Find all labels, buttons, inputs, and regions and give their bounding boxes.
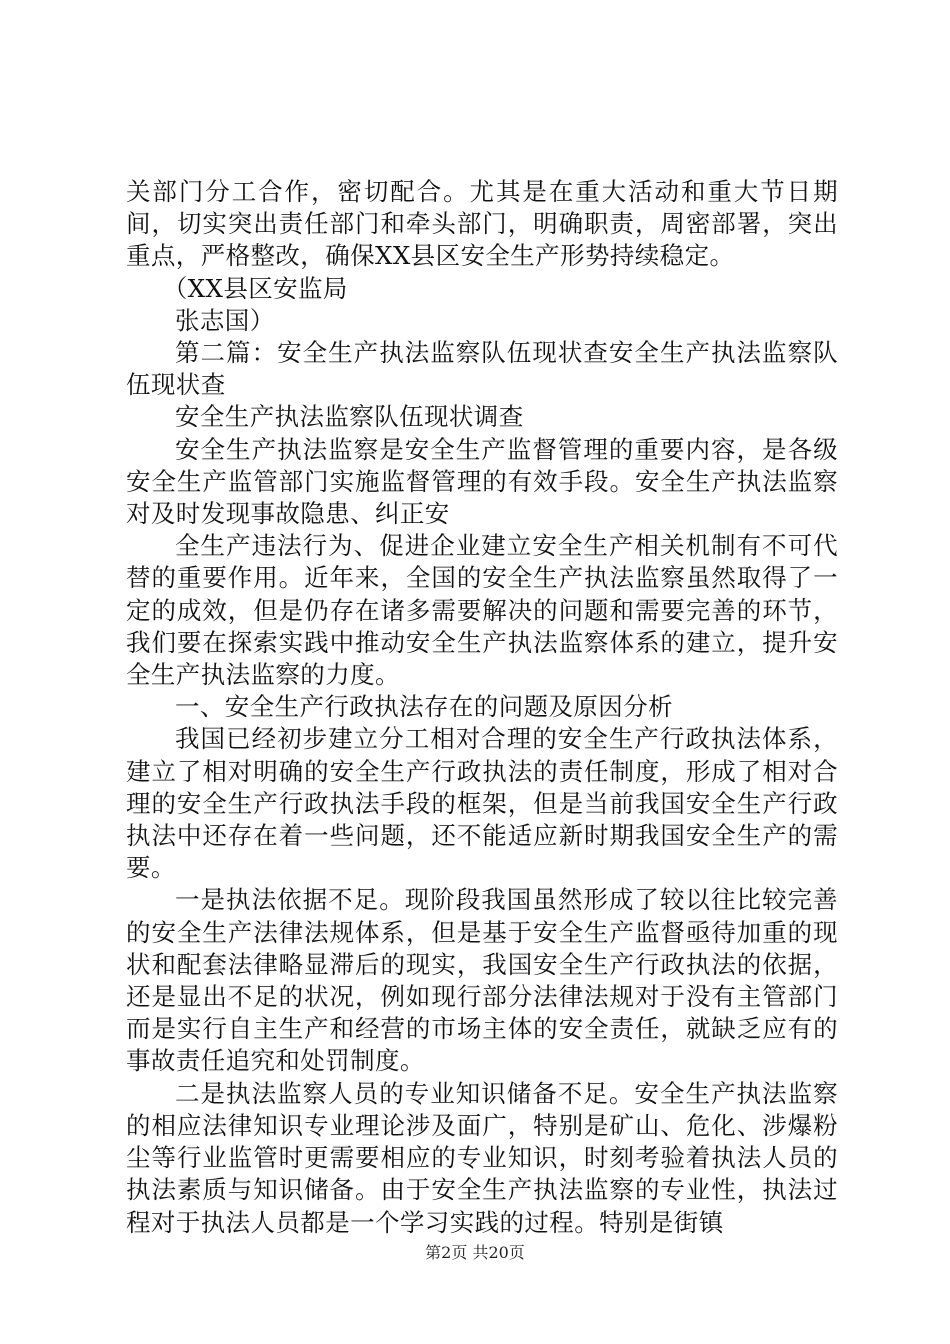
document-body — [126, 176, 838, 1239]
page-footer — [0, 1243, 950, 1263]
paragraph-author-name: 张志国） — [175, 305, 275, 335]
paragraph-intro-continued: 全生产违法行为、促进企业建立安全生产相关机制有不可代替的重要作用。近年来，全国的安全生产执法监察虽然取得了一定的成效，但是仍存在诸多需要解决的问题和需要完善的环节，我们要在探索实践中推动安全生产执法监察体系的建立，提升安全生产执法监察的力度。 — [126, 531, 838, 690]
paragraph-point-one: 一是执法依据不足。现阶段我国虽然形成了较以往比较完善的安全生产法律法规体系，但是基于安全生产监督亟待加重的现状和配套法律略显滞后的现实，我国安全生产行政执法的依据，还是显出不足的状况，例如现行部分法律法规对于没有主管部门而是实行自主生产和经营的市场主体的安全责任，就缺乏应有的事故责任追究和处罚制度。 — [126, 885, 838, 1076]
paragraph-continuation: 关部门分工合作，密切配合。尤其是在重大活动和重大节日期间，切实突出责任部门和牵头部门，明确职责，周密部署，突出重点，严格整改，确保XX县区安全生产形势持续稳定。 — [126, 177, 838, 271]
page-indicator: 第2页 共20页 — [425, 1243, 525, 1262]
subheading-problems: 一、安全生产行政执法存在的问题及原因分析 — [175, 692, 673, 722]
paragraph-author-org: （XX县区安监局 — [162, 273, 348, 303]
paragraph-point-two: 二是执法监察人员的专业知识储备不足。安全生产执法监察的相应法律知识专业理论涉及面广，特别是矿山、危化、涉爆粉尘等行业监管时更需要相应的专业知识，时刻考验着执法人员的执法素质与知识储备。由于安全生产执法监察的专业性，执法过程对于执法人员都是一个学习实践的过程。特别是街镇 — [126, 1078, 838, 1237]
paragraph-overview: 我国已经初步建立分工相对合理的安全生产行政执法体系，建立了相对明确的安全生产行政执法的责任制度，形成了相对合理的安全生产行政执法手段的框架，但是当前我国安全生产行政执法中还存在着一些问题，还不能适应新时期我国安全生产的需要。 — [126, 724, 838, 883]
section-heading: 第二篇：安全生产执法监察队伍现状查安全生产执法监察队伍现状查 — [126, 338, 838, 400]
article-title: 安全生产执法监察队伍现状调查 — [175, 402, 524, 432]
paragraph-intro: 安全生产执法监察是安全生产监督管理的重要内容，是各级安全生产监管部门实施监督管理的有效手段。安全生产执法监察对及时发现事故隐患、纠正安 — [126, 434, 838, 529]
